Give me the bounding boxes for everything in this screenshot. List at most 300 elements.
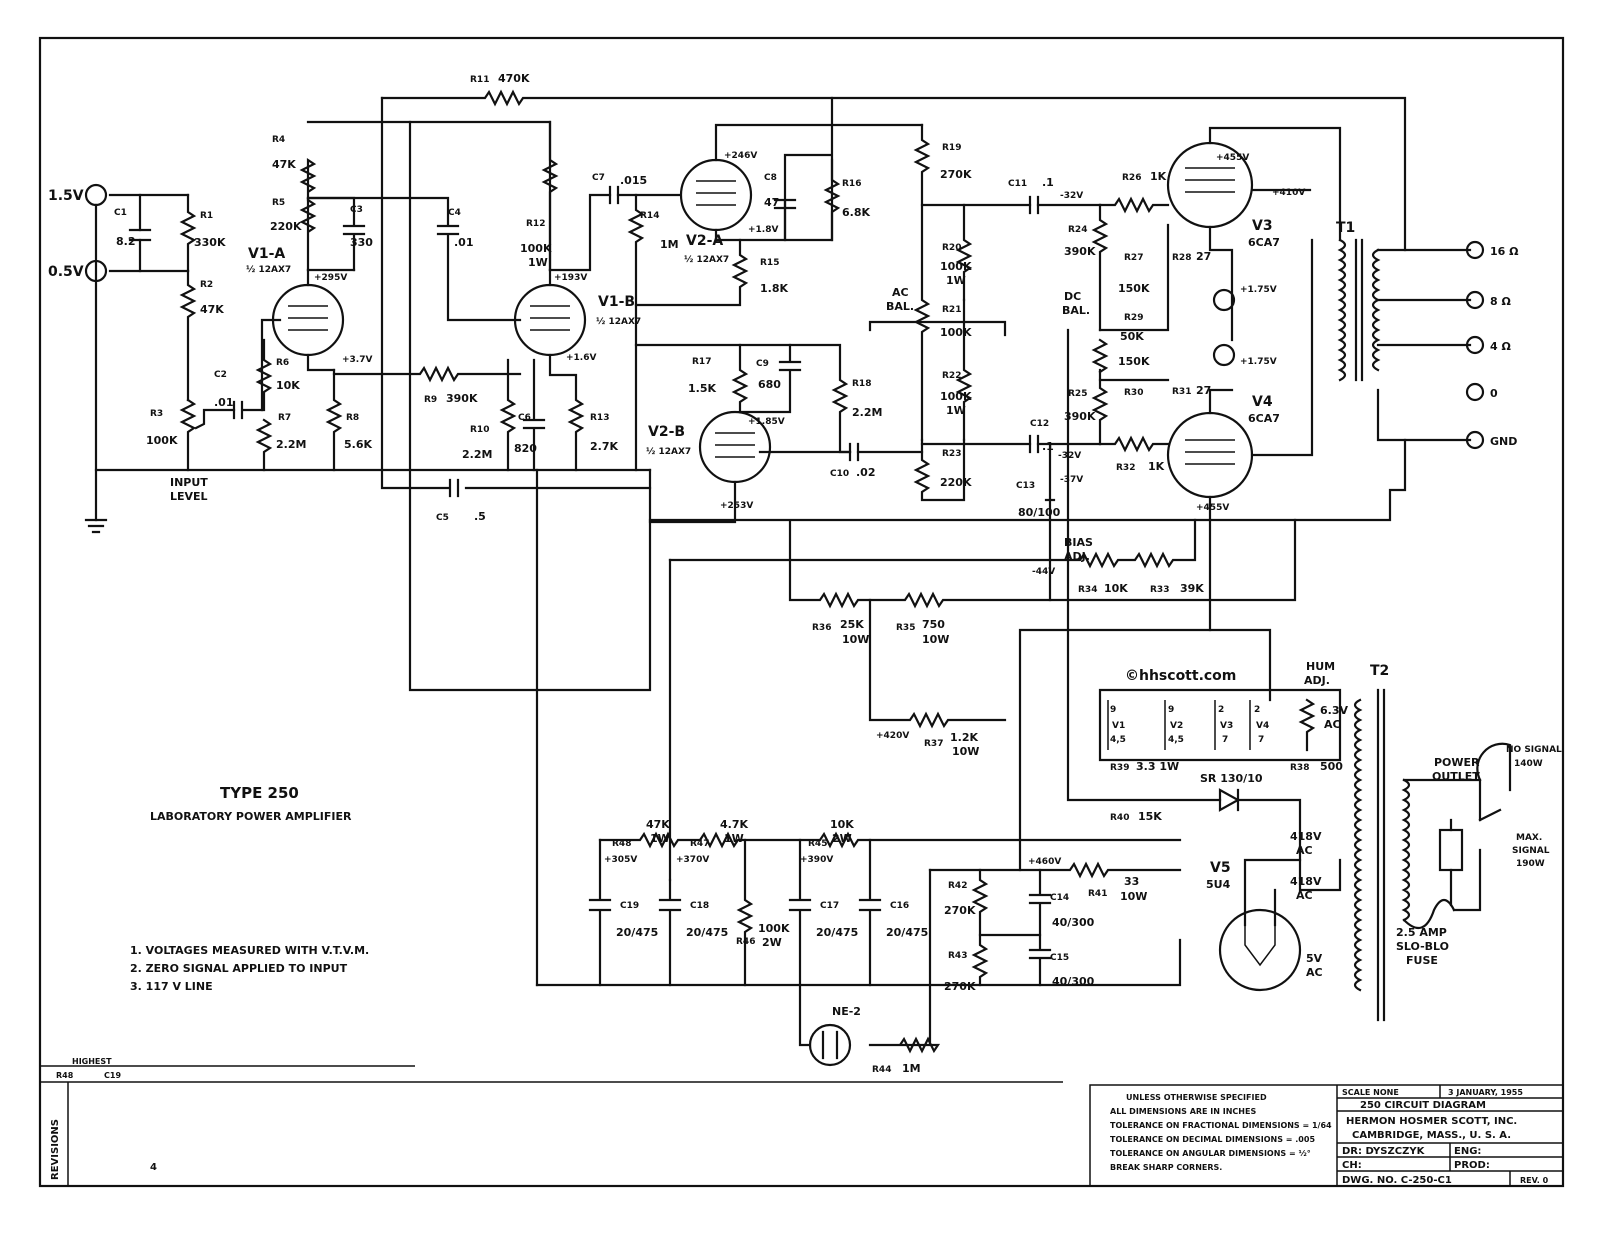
tube-v4 — [1248, 394, 1280, 425]
svg-text:470K: 470K — [498, 72, 530, 85]
svg-text:.02: .02 — [856, 466, 876, 479]
svg-text:1W: 1W — [650, 832, 670, 845]
svg-text:R47: R47 — [690, 839, 710, 849]
svg-text:REV. 0: REV. 0 — [1520, 1176, 1549, 1185]
svg-text:PROD:: PROD: — [1454, 1160, 1490, 1171]
svg-text:R44: R44 — [872, 1065, 892, 1075]
svg-text:DR: DYSZCZYK: DR: DYSZCZYK — [1342, 1146, 1425, 1157]
ac5v-label — [1306, 952, 1323, 979]
svg-text:6CA7: 6CA7 — [1248, 236, 1280, 249]
svg-text:100K: 100K — [940, 390, 972, 403]
svg-text:20/475: 20/475 — [616, 926, 659, 939]
svg-text:2W: 2W — [762, 936, 782, 949]
svg-text:R8: R8 — [346, 413, 360, 423]
label-r34 — [1078, 582, 1128, 595]
svg-text:+305V: +305V — [604, 855, 638, 865]
svg-text:C17: C17 — [820, 901, 840, 911]
label-c1 — [114, 208, 136, 248]
svg-text:+455V: +455V — [1216, 153, 1250, 163]
svg-text:R28: R28 — [1172, 253, 1192, 263]
svg-text:C9: C9 — [756, 359, 769, 369]
label-r14 — [640, 211, 679, 251]
svg-text:R22: R22 — [942, 371, 962, 381]
svg-text:330: 330 — [350, 236, 373, 249]
label-r20 — [940, 243, 972, 287]
tube-v2b — [646, 424, 691, 457]
t2-label: T2 — [1370, 663, 1390, 679]
svg-text:LEVEL: LEVEL — [170, 490, 208, 503]
svg-text:R3: R3 — [150, 409, 164, 419]
svg-text:R18: R18 — [852, 379, 872, 389]
svg-text:1. VOLTAGES MEASURED WITH V.T: 1. VOLTAGES MEASURED WITH V.T.V.M. — [130, 944, 370, 957]
label-r3 — [146, 409, 178, 447]
svg-text:500: 500 — [1320, 760, 1343, 773]
label-r27 — [1118, 253, 1150, 295]
svg-text:.01: .01 — [214, 396, 234, 409]
svg-text:100K: 100K — [146, 434, 178, 447]
ac418a-label — [1290, 830, 1322, 857]
svg-text:20/475: 20/475 — [686, 926, 729, 939]
svg-text:R39: R39 — [1110, 763, 1130, 773]
svg-text:2.2M: 2.2M — [276, 438, 307, 451]
svg-text:3 JANUARY, 1955: 3 JANUARY, 1955 — [1448, 1088, 1523, 1097]
label-r44 — [872, 1062, 921, 1075]
svg-text:3.3 1W: 3.3 1W — [1136, 760, 1180, 773]
label-r19 — [940, 143, 972, 181]
heater-taps — [1110, 705, 1269, 745]
drawing-title — [150, 784, 352, 823]
svg-text:25K: 25K — [840, 618, 864, 631]
svg-text:R13: R13 — [590, 413, 610, 423]
svg-text:2.2M: 2.2M — [852, 406, 883, 419]
label-r11 — [470, 72, 530, 85]
label-c19 — [616, 901, 658, 939]
label-r16 — [842, 179, 870, 219]
label-r32 — [1116, 460, 1165, 473]
svg-text:TOLERANCE ON DECIMAL DIMENSION: TOLERANCE ON DECIMAL DIMENSIONS = .005 — [1110, 1135, 1316, 1144]
label-r43 — [944, 951, 976, 993]
svg-text:15K: 15K — [1138, 810, 1162, 823]
svg-text:47: 47 — [764, 196, 780, 209]
svg-text:R4: R4 — [272, 135, 286, 145]
svg-text:R42: R42 — [948, 881, 968, 891]
t1-label: T1 — [1336, 220, 1356, 236]
output-label-16: 16 Ω — [1490, 245, 1519, 258]
label-r47 — [690, 818, 748, 849]
svg-text:R29: R29 — [1124, 313, 1144, 323]
svg-text:150K: 150K — [1118, 355, 1150, 368]
svg-text:390K: 390K — [446, 392, 478, 405]
svg-text:+390V: +390V — [800, 855, 834, 865]
svg-text:NO SIGNAL: NO SIGNAL — [1506, 745, 1562, 755]
svg-text:R11: R11 — [470, 75, 490, 85]
svg-text:.015: .015 — [620, 174, 648, 187]
svg-text:+1.8V: +1.8V — [748, 225, 779, 235]
input-label-2: 0.5V — [48, 264, 84, 280]
svg-text:47K: 47K — [646, 818, 670, 831]
svg-text:R43: R43 — [948, 951, 968, 961]
svg-text:+295V: +295V — [314, 273, 348, 283]
svg-text:R10: R10 — [470, 425, 490, 435]
label-r4 — [272, 135, 296, 171]
svg-text:ADJ.: ADJ. — [1064, 550, 1090, 563]
svg-text:10K: 10K — [276, 379, 300, 392]
svg-text:R21: R21 — [942, 305, 962, 315]
svg-text:418V: 418V — [1290, 875, 1322, 888]
svg-text:C13: C13 — [1016, 481, 1036, 491]
svg-text:V2: V2 — [1170, 721, 1184, 731]
svg-text:20/475: 20/475 — [886, 926, 929, 939]
label-r38 — [1290, 760, 1343, 773]
svg-text:SCALE NONE: SCALE NONE — [1342, 1088, 1399, 1097]
svg-text:V1: V1 — [1112, 721, 1126, 731]
svg-text:R20: R20 — [942, 243, 962, 253]
svg-text:+193V: +193V — [554, 273, 588, 283]
label-r29 — [1120, 313, 1144, 343]
svg-text:C19: C19 — [104, 1071, 122, 1080]
svg-text:1W: 1W — [528, 256, 548, 269]
svg-text:47K: 47K — [200, 303, 224, 316]
svg-text:SIGNAL: SIGNAL — [1512, 846, 1550, 856]
svg-text:R26: R26 — [1122, 173, 1142, 183]
svg-text:47K: 47K — [272, 158, 296, 171]
svg-text:R35: R35 — [896, 623, 916, 633]
svg-text:-37V: -37V — [1060, 475, 1084, 485]
svg-text:10W: 10W — [952, 745, 980, 758]
input-label-1: 1.5V — [48, 188, 84, 204]
svg-text:AC: AC — [1324, 718, 1341, 731]
label-c10 — [830, 466, 876, 479]
svg-text:2: 2 — [1218, 705, 1225, 715]
svg-text:V2-A: V2-A — [686, 233, 724, 249]
svg-text:6.8K: 6.8K — [842, 206, 871, 219]
svg-text:TOLERANCE ON FRACTIONAL DIMENS: TOLERANCE ON FRACTIONAL DIMENSIONS = 1/64 — [1110, 1121, 1332, 1130]
svg-text:ALL DIMENSIONS ARE IN INCHES: ALL DIMENSIONS ARE IN INCHES — [1110, 1107, 1257, 1116]
tube-v1a — [246, 246, 291, 275]
svg-text:9: 9 — [1110, 705, 1117, 715]
svg-text:2.7K: 2.7K — [590, 440, 619, 453]
svg-text:.01: .01 — [454, 236, 474, 249]
svg-text:C14: C14 — [1050, 893, 1070, 903]
label-r33 — [1150, 582, 1204, 595]
output-label-8: 8 Ω — [1490, 295, 1511, 308]
svg-text:POWER: POWER — [1434, 756, 1480, 769]
svg-text:LABORATORY POWER AMPLIFIER: LABORATORY POWER AMPLIFIER — [150, 810, 352, 823]
svg-text:33: 33 — [1124, 875, 1140, 888]
svg-text:150K: 150K — [1118, 282, 1150, 295]
heater-63v-label — [1320, 704, 1348, 731]
svg-text:ENG:: ENG: — [1454, 1146, 1482, 1157]
sr-label: SR 130/10 — [1200, 772, 1263, 785]
svg-text:750: 750 — [922, 618, 945, 631]
tube-v2a — [684, 233, 729, 265]
svg-text:8.2: 8.2 — [116, 235, 136, 248]
label-r40 — [1110, 810, 1162, 823]
svg-text:10K: 10K — [830, 818, 854, 831]
svg-text:½ 12AX7: ½ 12AX7 — [684, 255, 730, 265]
svg-text:270K: 270K — [940, 168, 972, 181]
label-r30 — [1118, 355, 1150, 398]
label-r17 — [688, 357, 716, 395]
svg-text:C1: C1 — [114, 208, 127, 218]
terminal-0[interactable] — [1467, 384, 1483, 400]
svg-text:20/475: 20/475 — [816, 926, 859, 939]
label-r24 — [1064, 225, 1096, 258]
svg-text:.1: .1 — [1042, 176, 1054, 189]
svg-text:4,5: 4,5 — [1110, 735, 1126, 745]
label-c17 — [816, 901, 858, 939]
output-label-gnd: GND — [1490, 435, 1518, 448]
svg-text:1.2K: 1.2K — [950, 731, 979, 744]
label-r18 — [852, 379, 882, 419]
svg-text:R34: R34 — [1078, 585, 1098, 595]
svg-text:R30: R30 — [1124, 388, 1144, 398]
svg-text:4,5: 4,5 — [1168, 735, 1184, 745]
svg-text:SLO-BLO: SLO-BLO — [1396, 940, 1450, 953]
svg-text:C19: C19 — [620, 901, 640, 911]
svg-text:C3: C3 — [350, 205, 363, 215]
label-r23 — [940, 449, 972, 489]
svg-text:+1.75V: +1.75V — [1240, 285, 1277, 295]
label-r28 — [1172, 250, 1211, 263]
svg-text:2.5 AMP: 2.5 AMP — [1396, 926, 1447, 939]
svg-text:390K: 390K — [1064, 410, 1096, 423]
svg-text:HUM: HUM — [1306, 660, 1336, 673]
svg-text:HERMON HOSMER SCOTT, INC.: HERMON HOSMER SCOTT, INC. — [1346, 1116, 1518, 1127]
svg-text:1M: 1M — [902, 1062, 921, 1075]
svg-text:ADJ.: ADJ. — [1304, 674, 1330, 687]
svg-text:REVISIONS: REVISIONS — [50, 1119, 61, 1180]
svg-text:FUSE: FUSE — [1406, 954, 1438, 967]
svg-text:+246V: +246V — [724, 151, 758, 161]
svg-text:C12: C12 — [1030, 419, 1050, 429]
svg-text:C10: C10 — [830, 469, 850, 479]
svg-text:820: 820 — [514, 442, 537, 455]
svg-text:C4: C4 — [448, 208, 461, 218]
svg-text:4: 4 — [150, 1162, 157, 1173]
svg-text:C18: C18 — [690, 901, 710, 911]
svg-text:C11: C11 — [1008, 179, 1028, 189]
label-r5 — [270, 198, 302, 233]
svg-text:-32V: -32V — [1058, 451, 1082, 461]
svg-text:UNLESS OTHERWISE SPECIFIED: UNLESS OTHERWISE SPECIFIED — [1126, 1093, 1267, 1102]
sheet-border — [40, 38, 1563, 1186]
svg-text:R45: R45 — [808, 839, 828, 849]
fuse-label — [1396, 926, 1449, 967]
svg-text:1W: 1W — [724, 832, 744, 845]
svg-text:R6: R6 — [276, 358, 290, 368]
svg-text:R1: R1 — [200, 211, 214, 221]
label-r13 — [590, 413, 618, 453]
svg-text:R17: R17 — [692, 357, 712, 367]
label-r41 — [1088, 875, 1147, 903]
svg-text:7: 7 — [1222, 735, 1229, 745]
svg-text:R40: R40 — [1110, 813, 1130, 823]
svg-text:220K: 220K — [940, 476, 972, 489]
svg-text:2. ZERO SIGNAL APPLIED TO INP: 2. ZERO SIGNAL APPLIED TO INPUT — [130, 962, 348, 975]
svg-text:MAX.: MAX. — [1516, 833, 1543, 843]
label-r10 — [462, 425, 492, 461]
svg-text:R46: R46 — [736, 937, 756, 947]
svg-text:R15: R15 — [760, 258, 780, 268]
output-label-4: 4 Ω — [1490, 340, 1511, 353]
svg-text:2.2M: 2.2M — [462, 448, 493, 461]
svg-text:2: 2 — [1254, 705, 1261, 715]
ac418b-label — [1290, 875, 1322, 902]
dc-bal-label — [1062, 290, 1090, 317]
svg-text:100K: 100K — [940, 326, 972, 339]
svg-text:10W: 10W — [922, 633, 950, 646]
label-r37 — [924, 731, 979, 758]
label-c11 — [1008, 176, 1054, 189]
svg-text:1.5K: 1.5K — [688, 382, 717, 395]
svg-text:R48: R48 — [612, 839, 632, 849]
svg-text:C6: C6 — [518, 413, 531, 423]
svg-text:1W: 1W — [946, 274, 966, 287]
svg-text:50K: 50K — [1120, 330, 1144, 343]
svg-text:V2-B: V2-B — [648, 424, 686, 440]
svg-text:3. 117 V LINE: 3. 117 V LINE — [130, 980, 213, 993]
svg-text:140W: 140W — [1514, 759, 1543, 769]
svg-text:C2: C2 — [214, 370, 227, 380]
svg-text:270K: 270K — [944, 980, 976, 993]
label-c2 — [214, 370, 234, 409]
label-c8 — [764, 173, 779, 209]
svg-text:R16: R16 — [842, 179, 862, 189]
svg-text:100K: 100K — [758, 922, 790, 935]
svg-text:½ 12AX7: ½ 12AX7 — [246, 265, 292, 275]
svg-text:HIGHEST: HIGHEST — [72, 1057, 112, 1066]
svg-text:R36: R36 — [812, 623, 832, 633]
svg-text:½ 12AX7: ½ 12AX7 — [646, 447, 692, 457]
svg-text:AC: AC — [892, 286, 909, 299]
svg-text:+1.85V: +1.85V — [748, 417, 785, 427]
svg-text:R5: R5 — [272, 198, 286, 208]
svg-text:+420V: +420V — [876, 731, 910, 741]
max-signal-label — [1512, 833, 1550, 869]
label-r2 — [200, 280, 224, 316]
svg-text:40/300: 40/300 — [1052, 975, 1095, 988]
label-c9 — [756, 359, 781, 391]
svg-text:+253V: +253V — [720, 501, 754, 511]
svg-text:DC: DC — [1064, 290, 1082, 303]
svg-text:80/100: 80/100 — [1018, 506, 1061, 519]
svg-text:R2: R2 — [200, 280, 214, 290]
svg-text:39K: 39K — [1180, 582, 1204, 595]
svg-text:½ 12AX7: ½ 12AX7 — [596, 317, 642, 327]
label-r39 — [1110, 760, 1179, 773]
tube-v1b — [596, 294, 641, 327]
svg-text:R38: R38 — [1290, 763, 1310, 773]
label-r9 — [424, 392, 478, 405]
label-c16 — [886, 901, 928, 939]
label-r36 — [812, 618, 869, 646]
circuit-wires — [86, 92, 1510, 1065]
svg-text:250 CIRCUIT DIAGRAM: 250 CIRCUIT DIAGRAM — [1360, 1100, 1486, 1111]
svg-text:1.8K: 1.8K — [760, 282, 789, 295]
svg-text:6CA7: 6CA7 — [1248, 412, 1280, 425]
svg-text:190W: 190W — [1516, 859, 1545, 869]
svg-text:1K: 1K — [1150, 170, 1167, 183]
svg-text:7: 7 — [1258, 735, 1265, 745]
svg-text:R41: R41 — [1088, 889, 1108, 899]
svg-text:R24: R24 — [1068, 225, 1088, 235]
tube-v3 — [1248, 218, 1280, 249]
svg-text:TYPE 250: TYPE 250 — [220, 784, 299, 802]
svg-text:+1.6V: +1.6V — [566, 353, 597, 363]
svg-text:10K: 10K — [1104, 582, 1128, 595]
svg-text:5.6K: 5.6K — [344, 438, 373, 451]
svg-text:-32V: -32V — [1060, 191, 1084, 201]
no-signal-label — [1506, 745, 1562, 769]
svg-text:6.3V: 6.3V — [1320, 704, 1348, 717]
label-r22 — [940, 371, 972, 417]
svg-text:R37: R37 — [924, 739, 944, 749]
label-r42 — [944, 881, 976, 917]
svg-text:-44V: -44V — [1032, 567, 1056, 577]
svg-text:9: 9 — [1168, 705, 1175, 715]
svg-text:10W: 10W — [1120, 890, 1148, 903]
svg-text:BIAS: BIAS — [1064, 536, 1093, 549]
svg-text:C5: C5 — [436, 513, 449, 523]
title-block-frame — [1090, 1085, 1563, 1186]
component-labels — [48, 72, 1562, 1075]
svg-text:R19: R19 — [942, 143, 962, 153]
svg-text:.5: .5 — [474, 510, 486, 523]
ac-bal-label — [886, 286, 914, 313]
svg-text:R23: R23 — [942, 449, 962, 459]
notes — [50, 944, 369, 1180]
label-r1 — [194, 211, 226, 249]
svg-text:1W: 1W — [946, 404, 966, 417]
input-level-label — [170, 476, 208, 503]
label-r7 — [276, 413, 306, 451]
svg-text:AC: AC — [1296, 844, 1313, 857]
svg-text:270K: 270K — [944, 904, 976, 917]
svg-text:V4: V4 — [1252, 394, 1273, 410]
label-c18 — [686, 901, 728, 939]
svg-text:DWG. NO. C-250-C1: DWG. NO. C-250-C1 — [1342, 1175, 1452, 1186]
watermark: ©hhscott.com — [1125, 668, 1237, 684]
svg-text:R12: R12 — [526, 219, 546, 229]
svg-text:CAMBRIDGE, MASS., U. S. A.: CAMBRIDGE, MASS., U. S. A. — [1352, 1130, 1512, 1141]
svg-text:OUTLET: OUTLET — [1432, 770, 1480, 783]
svg-text:390K: 390K — [1064, 245, 1096, 258]
tube-v5 — [1206, 860, 1231, 891]
svg-text:R48: R48 — [56, 1071, 74, 1080]
svg-text:R9: R9 — [424, 395, 438, 405]
label-c7 — [592, 173, 647, 187]
svg-text:AC: AC — [1306, 966, 1323, 979]
svg-text:C8: C8 — [764, 173, 777, 183]
svg-text:V3: V3 — [1252, 218, 1273, 234]
label-r6 — [276, 358, 300, 392]
label-r12 — [520, 219, 552, 269]
svg-text:TOLERANCE ON ANGULAR DIMENSION: TOLERANCE ON ANGULAR DIMENSIONS = ½° — [1110, 1149, 1311, 1158]
label-r15 — [760, 258, 788, 295]
label-r31 — [1172, 384, 1211, 397]
svg-text:C15: C15 — [1050, 953, 1070, 963]
svg-text:40/300: 40/300 — [1052, 916, 1095, 929]
svg-text:+410V: +410V — [1272, 188, 1306, 198]
svg-text:C16: C16 — [890, 901, 910, 911]
svg-text:BREAK SHARP CORNERS.: BREAK SHARP CORNERS. — [1110, 1163, 1223, 1172]
svg-text:5V: 5V — [1306, 952, 1323, 965]
input-jack-1[interactable] — [86, 185, 106, 205]
svg-text:27: 27 — [1196, 250, 1212, 263]
svg-text:+1.75V: +1.75V — [1240, 357, 1277, 367]
svg-text:.1: .1 — [1042, 440, 1054, 453]
